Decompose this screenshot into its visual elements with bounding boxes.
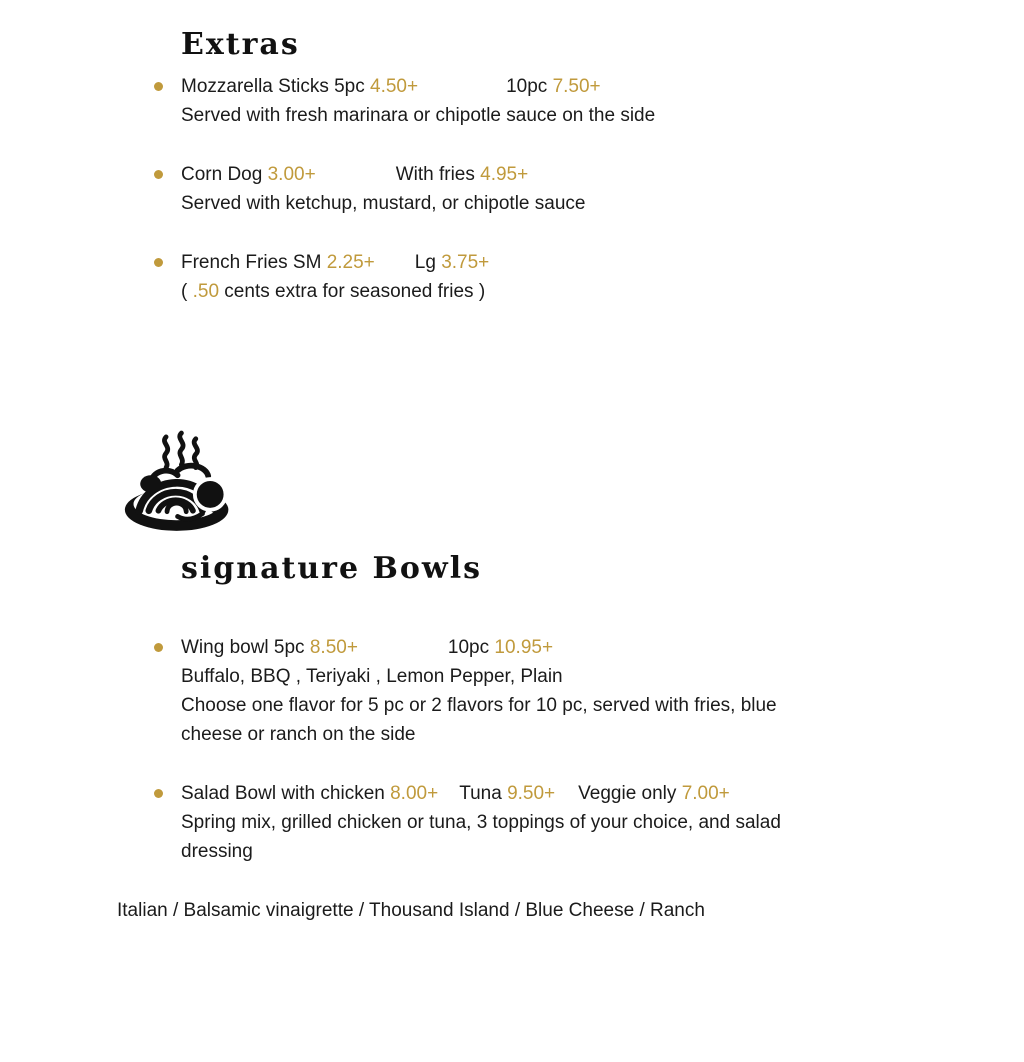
bullet-icon	[154, 82, 163, 91]
label-text: cents extra for seasoned fries )	[219, 281, 486, 302]
item-description-line	[181, 662, 932, 691]
price-text: .50	[192, 281, 220, 302]
label-text: Served with ketchup, mustard, or chipotle sauce	[181, 193, 586, 214]
item-description-line	[181, 837, 932, 866]
price-text: 4.95+	[480, 164, 529, 185]
bullet-icon	[154, 789, 163, 798]
price-text: 8.50+	[309, 637, 358, 658]
label-text: With fries	[395, 164, 481, 185]
menu-item	[152, 248, 932, 306]
price-text: 7.00+	[681, 783, 730, 804]
price-text: 7.50+	[552, 76, 601, 97]
item-name-price-line	[181, 248, 932, 277]
price-text: 4.50+	[370, 76, 419, 97]
label-text: cheese or ranch on the side	[181, 724, 416, 745]
menu-item	[152, 160, 932, 218]
menu-item-text	[181, 633, 932, 749]
label-text: Choose one flavor for 5 pc or 2 flavors for 10 pc, served with fries, blue	[181, 695, 777, 716]
section-title-extras: Extras	[181, 27, 300, 62]
label-text: Veggie only	[578, 783, 682, 804]
price-text: 10.95+	[494, 637, 554, 658]
item-description-line	[181, 189, 932, 218]
price-text: 3.75+	[441, 252, 490, 273]
item-description-line	[181, 691, 932, 720]
price-text: 8.00+	[390, 783, 439, 804]
label-text: Salad Bowl with chicken	[181, 783, 391, 804]
menu-item	[152, 633, 932, 749]
item-description-line	[181, 808, 932, 837]
label-text: Spring mix, grilled chicken or tuna, 3 toppings of your choice, and salad	[181, 812, 781, 833]
price-text: 2.25+	[326, 252, 375, 273]
noodle-bowl-icon	[122, 430, 237, 532]
item-name-price-line	[181, 633, 932, 662]
price-text: 9.50+	[507, 783, 556, 804]
label-text: Buffalo, BBQ , Teriyaki , Lemon Pepper, Plain	[181, 666, 563, 687]
menu-item-text	[181, 248, 932, 306]
item-description-line	[181, 720, 932, 749]
menu-item-text	[181, 72, 932, 130]
item-name-price-line	[181, 72, 932, 101]
menu-item-text	[181, 779, 932, 866]
bullet-icon	[154, 258, 163, 267]
label-text: dressing	[181, 841, 253, 862]
label-text: Mozzarella Sticks 5pc	[181, 76, 371, 97]
label-text: 10pc	[506, 76, 553, 97]
item-name-price-line	[181, 779, 932, 808]
label-text: French Fries SM	[181, 252, 327, 273]
item-description-line	[181, 277, 932, 306]
label-text: 10pc	[447, 637, 495, 658]
label-text: Tuna	[459, 783, 508, 804]
menu-item	[152, 72, 932, 130]
price-text: 3.00+	[267, 164, 316, 185]
bullet-icon	[154, 170, 163, 179]
label-text: Lg	[414, 252, 442, 273]
label-text: (	[181, 281, 193, 302]
section-title-signature-bowls: signature Bowls	[181, 551, 482, 586]
label-text: Corn Dog	[181, 164, 268, 185]
salad-dressing-options: Italian / Balsamic vinaigrette / Thousand Island / Blue Cheese / Ranch	[117, 900, 705, 921]
menu-item	[152, 779, 932, 866]
bullet-icon	[154, 643, 163, 652]
menu-item-text	[181, 160, 932, 218]
label-text: Wing bowl 5pc	[181, 637, 310, 658]
item-description-line	[181, 101, 932, 130]
item-name-price-line	[181, 160, 932, 189]
label-text: Served with fresh marinara or chipotle sauce on the side	[181, 105, 656, 126]
